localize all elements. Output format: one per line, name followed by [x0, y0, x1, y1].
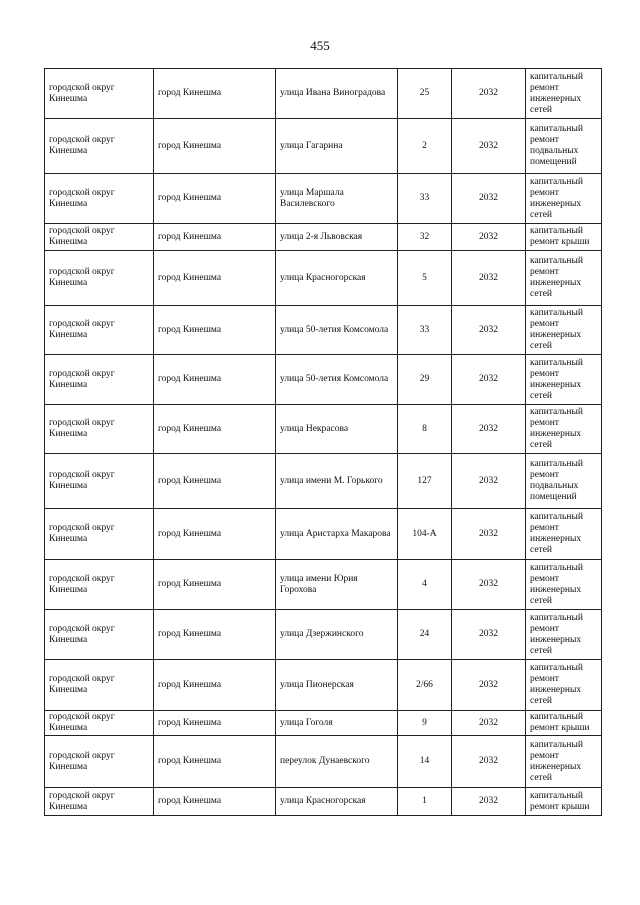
district-cell: городской округ Кинешма — [45, 660, 154, 711]
year-cell: 2032 — [452, 711, 526, 736]
work-type-cell: капитальный ремонт инженерных сетей — [526, 174, 602, 224]
table-row — [45, 736, 602, 788]
house-number-cell: 32 — [398, 224, 452, 251]
house-number-cell: 1 — [398, 788, 452, 816]
street-cell: улица Гоголя — [276, 711, 398, 736]
table-body — [45, 69, 602, 816]
house-number-cell: 25 — [398, 69, 452, 119]
city-cell: город Кинешма — [154, 405, 276, 454]
table-row — [45, 251, 602, 306]
city-cell: город Кинешма — [154, 69, 276, 119]
city-cell: город Кинешма — [154, 560, 276, 610]
street-cell: улица Красногорская — [276, 788, 398, 816]
district-cell: городской округ Кинешма — [45, 224, 154, 251]
year-cell: 2032 — [452, 174, 526, 224]
district-cell: городской округ Кинешма — [45, 560, 154, 610]
district-cell: городской округ Кинешма — [45, 405, 154, 454]
city-cell: город Кинешма — [154, 610, 276, 660]
table-row — [45, 660, 602, 711]
district-cell: городской округ Кинешма — [45, 454, 154, 509]
city-cell: город Кинешма — [154, 711, 276, 736]
district-cell: городской округ Кинешма — [45, 788, 154, 816]
house-number-cell: 8 — [398, 405, 452, 454]
street-cell: улица Ивана Виноградова — [276, 69, 398, 119]
table-row — [45, 174, 602, 224]
table-row — [45, 454, 602, 509]
table-row — [45, 788, 602, 816]
year-cell: 2032 — [452, 355, 526, 405]
year-cell: 2032 — [452, 788, 526, 816]
work-type-cell: капитальный ремонт подвальных помещений — [526, 454, 602, 509]
house-number-cell: 29 — [398, 355, 452, 405]
work-type-cell: капитальный ремонт инженерных сетей — [526, 306, 602, 355]
street-cell: улица имени Юрия Горохова — [276, 560, 398, 610]
year-cell: 2032 — [452, 119, 526, 174]
house-number-cell: 104-А — [398, 509, 452, 560]
house-number-cell: 5 — [398, 251, 452, 306]
page-number: 455 — [310, 38, 330, 53]
work-type-cell: капитальный ремонт инженерных сетей — [526, 736, 602, 788]
house-number-cell: 9 — [398, 711, 452, 736]
year-cell: 2032 — [452, 224, 526, 251]
table-row — [45, 355, 602, 405]
city-cell: город Кинешма — [154, 119, 276, 174]
year-cell: 2032 — [452, 509, 526, 560]
city-cell: город Кинешма — [154, 788, 276, 816]
year-cell: 2032 — [452, 306, 526, 355]
city-cell: город Кинешма — [154, 251, 276, 306]
table-row — [45, 509, 602, 560]
table-row — [45, 711, 602, 736]
year-cell: 2032 — [452, 560, 526, 610]
city-cell: город Кинешма — [154, 454, 276, 509]
year-cell: 2032 — [452, 660, 526, 711]
work-type-cell: капитальный ремонт инженерных сетей — [526, 355, 602, 405]
house-number-cell: 33 — [398, 174, 452, 224]
street-cell: улица Пионерская — [276, 660, 398, 711]
street-cell: улица Аристарха Макарова — [276, 509, 398, 560]
street-cell: улица Красногорская — [276, 251, 398, 306]
city-cell: город Кинешма — [154, 736, 276, 788]
street-cell: улица 50-летия Комсомола — [276, 306, 398, 355]
house-number-cell: 14 — [398, 736, 452, 788]
district-cell: городской округ Кинешма — [45, 711, 154, 736]
table-row — [45, 69, 602, 119]
district-cell: городской округ Кинешма — [45, 306, 154, 355]
work-type-cell: капитальный ремонт крыши — [526, 224, 602, 251]
district-cell: городской округ Кинешма — [45, 69, 154, 119]
district-cell: городской округ Кинешма — [45, 251, 154, 306]
work-type-cell: капитальный ремонт инженерных сетей — [526, 610, 602, 660]
work-type-cell: капитальный ремонт подвальных помещений — [526, 119, 602, 174]
street-cell: улица Некрасова — [276, 405, 398, 454]
city-cell: город Кинешма — [154, 509, 276, 560]
work-type-cell: капитальный ремонт инженерных сетей — [526, 69, 602, 119]
work-type-cell: капитальный ремонт инженерных сетей — [526, 405, 602, 454]
year-cell: 2032 — [452, 454, 526, 509]
work-type-cell: капитальный ремонт крыши — [526, 711, 602, 736]
city-cell: город Кинешма — [154, 174, 276, 224]
year-cell: 2032 — [452, 251, 526, 306]
work-type-cell: капитальный ремонт инженерных сетей — [526, 251, 602, 306]
year-cell: 2032 — [452, 736, 526, 788]
table-row — [45, 224, 602, 251]
house-number-cell: 2 — [398, 119, 452, 174]
city-cell: город Кинешма — [154, 224, 276, 251]
year-cell: 2032 — [452, 610, 526, 660]
street-cell: улица имени М. Горького — [276, 454, 398, 509]
house-number-cell: 24 — [398, 610, 452, 660]
repair-schedule-table — [44, 68, 602, 816]
city-cell: город Кинешма — [154, 660, 276, 711]
work-type-cell: капитальный ремонт инженерных сетей — [526, 660, 602, 711]
district-cell: городской округ Кинешма — [45, 736, 154, 788]
district-cell: городской округ Кинешма — [45, 509, 154, 560]
house-number-cell: 127 — [398, 454, 452, 509]
street-cell: улица Маршала Василевского — [276, 174, 398, 224]
table-row — [45, 306, 602, 355]
year-cell: 2032 — [452, 405, 526, 454]
city-cell: город Кинешма — [154, 355, 276, 405]
district-cell: городской округ Кинешма — [45, 355, 154, 405]
street-cell: улица Гагарина — [276, 119, 398, 174]
city-cell: город Кинешма — [154, 306, 276, 355]
district-cell: городской округ Кинешма — [45, 119, 154, 174]
district-cell: городской округ Кинешма — [45, 610, 154, 660]
district-cell: городской округ Кинешма — [45, 174, 154, 224]
work-type-cell: капитальный ремонт крыши — [526, 788, 602, 816]
street-cell: улица Дзержинского — [276, 610, 398, 660]
work-type-cell: капитальный ремонт инженерных сетей — [526, 509, 602, 560]
house-number-cell: 33 — [398, 306, 452, 355]
table-row — [45, 610, 602, 660]
table-row — [45, 119, 602, 174]
street-cell: улица 50-летия Комсомола — [276, 355, 398, 405]
house-number-cell: 2/66 — [398, 660, 452, 711]
table-row — [45, 560, 602, 610]
work-type-cell: капитальный ремонт инженерных сетей — [526, 560, 602, 610]
house-number-cell: 4 — [398, 560, 452, 610]
table-row — [45, 405, 602, 454]
street-cell: улица 2-я Львовская — [276, 224, 398, 251]
year-cell: 2032 — [452, 69, 526, 119]
street-cell: переулок Дунаевского — [276, 736, 398, 788]
